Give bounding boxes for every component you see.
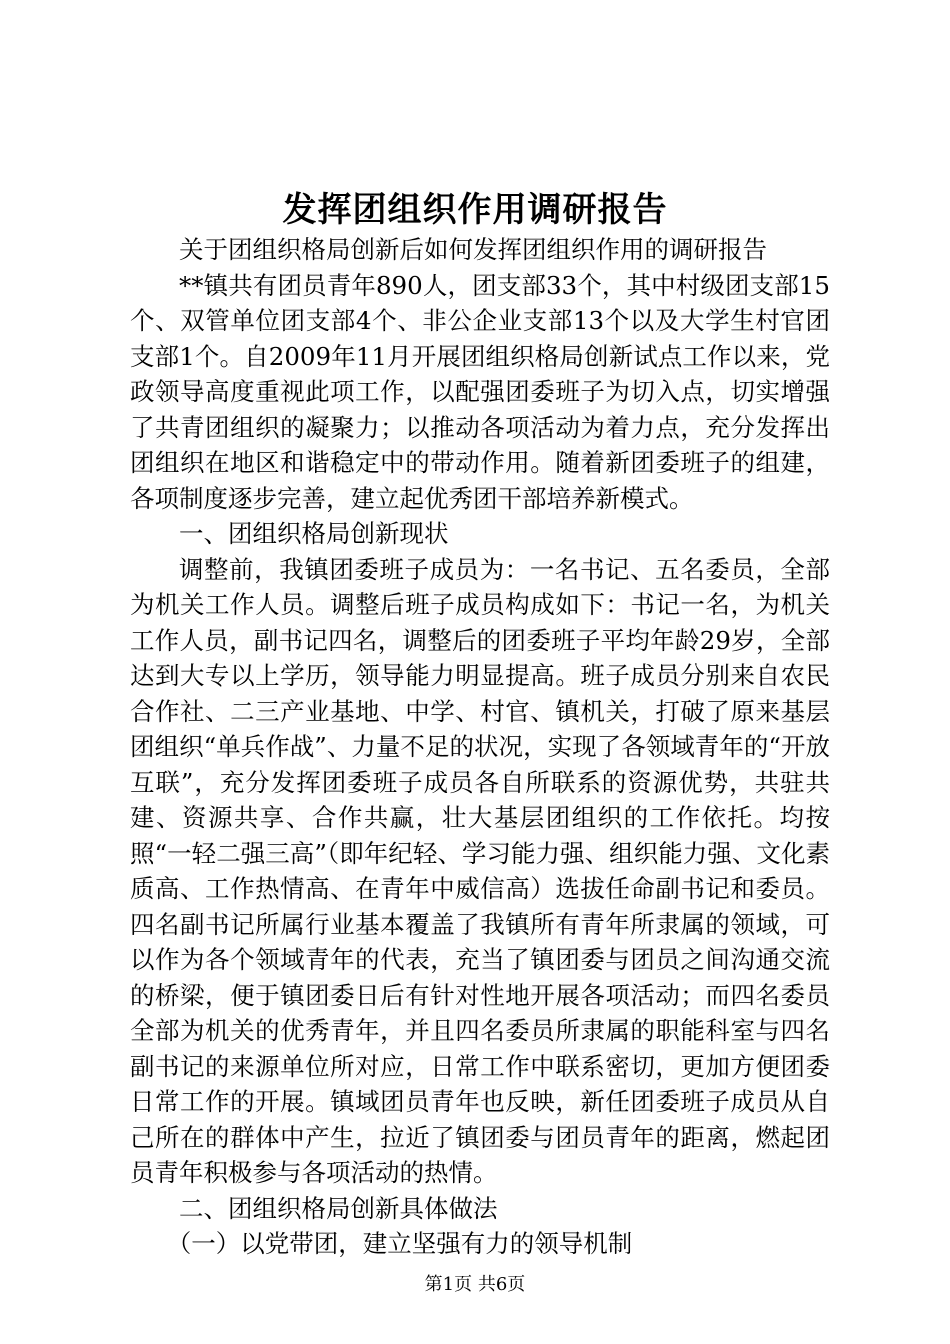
section-1-paragraph: 调整前，我镇团委班子成员为：一名书记、五名委员，全部为机关工作人员。调整后班子成员构成如下：书记一名，为机关工作人员，副书记四名，调整后的团委班子平均年龄29岁，全部达到大专以上学历，领导能力明显提高。班子成员分别来自农民合作社、二三产业基地、中学、村官、镇机关，打破了原来基层团组织“单兵作战”、力量不足的状况，实现了各领域青年的“开放互联”，充分发挥团委班子成员各自所联系的资源优势，共驻共建、资源共享、合作共赢，壮大基层团组织的工作依托。均按照“一轻二强三高”（即年纪轻、学习能力强、组织能力强、文化素质高、工作热情高、在青年中威信高）选拔任命副书记和委员。四名副书记所属行业基本覆盖了我镇所有青年所隶属的领域，可以作为各个领域青年的代表，充当了镇团委与团员之间沟通交流的桥梁，便于镇团委日后有针对性地开展各项活动；而四名委员全部为机关的优秀青年，并且四名委员所隶属的职能科室与四名副书记的来源单位所对应，日常工作中联系密切，更加方便团委日常工作的开展。镇域团员青年也反映，新任团委班子成员从自己所在的群体中产生，拉近了镇团委与团员青年的距离，燃起团员青年积极参与各项活动的热情。 xyxy=(130,554,830,1187)
document-body xyxy=(130,232,830,1262)
document-title: 发挥团组织作用调研报告 xyxy=(282,190,668,230)
section-heading-1: 一、团组织格局创新现状 xyxy=(179,519,449,548)
section-heading-2: 二、团组织格局创新具体做法 xyxy=(179,1193,498,1223)
report-subtitle: 关于团组织格局创新后如何发挥团组织作用的调研报告 xyxy=(179,235,767,264)
intro-paragraph: **镇共有团员青年890人，团支部33个，其中村级团支部15个、双管单位团支部4个、非公企业支部13个以及大学生村官团支部1个。自2009年11月开展团组织格局创新试点工作以来，党政领导高度重视此项工作，以配强团委班子为切入点，切实增强了共青团组织的凝聚力；以推动各项活动为着力点，充分发挥出团组织在地区和谐稳定中的带动作用。随着新团委班子的组建，各项制度逐步完善，建立起优秀团干部培养新模式。 xyxy=(130,270,830,513)
subsection-heading-1: （一）以党带团，建立坚强有力的领导机制 xyxy=(166,1229,633,1258)
page-footer: 第1页 共6页 xyxy=(424,1274,526,1295)
